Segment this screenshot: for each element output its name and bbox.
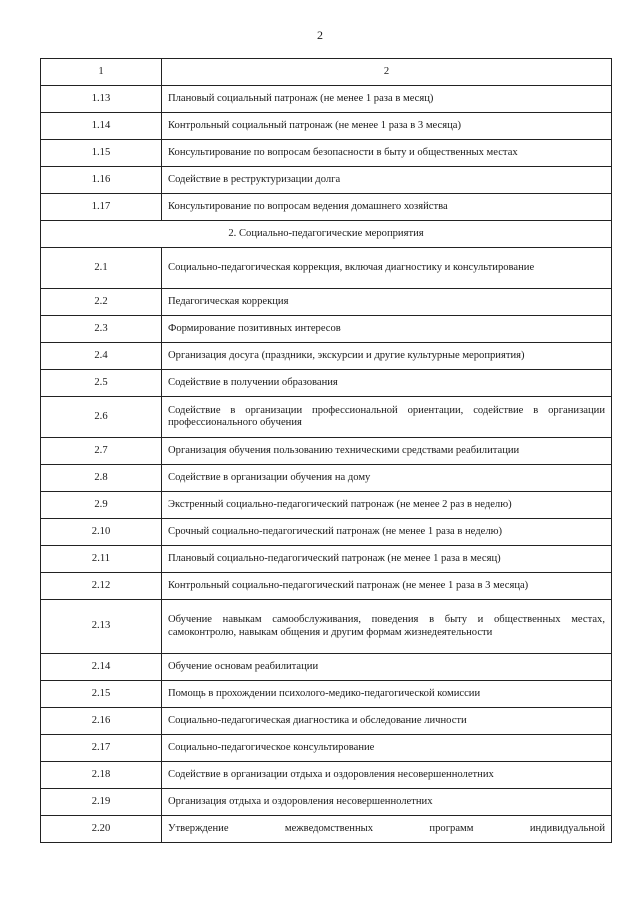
section-title: 2. Социально-педагогические мероприятия (41, 221, 612, 248)
row-text: Социально-педагогическая коррекция, включая диагностику и консультирование (162, 248, 612, 289)
row-number: 2.11 (41, 546, 162, 573)
row-text: Срочный социально-педагогический патронаж (не менее 1 раза в неделю) (162, 519, 612, 546)
row-number: 2.5 (41, 370, 162, 397)
table-row (41, 397, 612, 438)
row-text: Социально-педагогическое консультирование (162, 735, 612, 762)
row-text: Формирование позитивных интересов (162, 316, 612, 343)
row-text: Обучение навыкам самообслуживания, поведения в быту и общественных местах, самоконтролю, навыкам общения и другим формам жизнедеятельности (162, 600, 612, 654)
row-text: Консультирование по вопросам ведения домашнего хозяйства (162, 194, 612, 221)
row-number: 2.7 (41, 438, 162, 465)
row-text: Помощь в прохождении психолого-медико-педагогической комиссии (162, 681, 612, 708)
row-text: Социально-педагогическая диагностика и обследование личности (162, 708, 612, 735)
row-number: 1.13 (41, 86, 162, 113)
row-text: Содействие в реструктуризации долга (162, 167, 612, 194)
row-number: 2.15 (41, 681, 162, 708)
table-row (41, 113, 612, 140)
table-row (41, 370, 612, 397)
row-text: Экстренный социально-педагогический патронаж (не менее 2 раз в неделю) (162, 492, 612, 519)
row-number: 2.10 (41, 519, 162, 546)
table-header-row (41, 59, 612, 86)
row-text: Организация отдыха и оздоровления несовершеннолетних (162, 789, 612, 816)
row-number: 2.13 (41, 600, 162, 654)
row-number: 2.19 (41, 789, 162, 816)
row-text: Утверждение межведомственных программ индивидуальной (162, 816, 612, 843)
row-number: 2.1 (41, 248, 162, 289)
table-row (41, 248, 612, 289)
table-row (41, 289, 612, 316)
table-row (41, 600, 612, 654)
row-text: Обучение основам реабилитации (162, 654, 612, 681)
table-row (41, 194, 612, 221)
row-text: Плановый социальный патронаж (не менее 1 раза в месяц) (162, 86, 612, 113)
row-number: 1.14 (41, 113, 162, 140)
row-text: Плановый социально-педагогический патронаж (не менее 1 раза в месяц) (162, 546, 612, 573)
column-header-number: 1 (41, 59, 162, 86)
row-number: 2.8 (41, 465, 162, 492)
row-text: Содействие в организации отдыха и оздоровления несовершеннолетних (162, 762, 612, 789)
section-header-row (41, 221, 612, 248)
table-row (41, 86, 612, 113)
table-row (41, 343, 612, 370)
row-number: 1.17 (41, 194, 162, 221)
row-number: 2.9 (41, 492, 162, 519)
table-row (41, 654, 612, 681)
table-row (41, 438, 612, 465)
row-text: Организация обучения пользованию техническими средствами реабилитации (162, 438, 612, 465)
table-row (41, 681, 612, 708)
row-text: Содействие в организации профессиональной ориентации, содействие в организации профессионального обучения (162, 397, 612, 438)
row-number: 2.17 (41, 735, 162, 762)
row-text: Содействие в получении образования (162, 370, 612, 397)
row-number: 2.2 (41, 289, 162, 316)
row-text: Содействие в организации обучения на дому (162, 465, 612, 492)
table-row (41, 789, 612, 816)
row-number: 2.14 (41, 654, 162, 681)
page-number: 2 (317, 28, 323, 42)
table-row (41, 465, 612, 492)
table-row (41, 167, 612, 194)
row-number: 2.20 (41, 816, 162, 843)
row-number: 1.15 (41, 140, 162, 167)
table-row (41, 735, 612, 762)
row-number: 2.12 (41, 573, 162, 600)
row-text: Организация досуга (праздники, экскурсии и другие культурные мероприятия) (162, 343, 612, 370)
row-number: 1.16 (41, 167, 162, 194)
row-number: 2.18 (41, 762, 162, 789)
row-text: Педагогическая коррекция (162, 289, 612, 316)
row-number: 2.4 (41, 343, 162, 370)
table-row (41, 519, 612, 546)
table-row (41, 492, 612, 519)
table-row (41, 708, 612, 735)
services-table (40, 58, 612, 843)
row-number: 2.16 (41, 708, 162, 735)
row-text: Консультирование по вопросам безопасности в быту и общественных местах (162, 140, 612, 167)
table-row (41, 546, 612, 573)
table-row (41, 316, 612, 343)
column-header-description: 2 (162, 59, 612, 86)
row-text: Контрольный социальный патронаж (не менее 1 раза в 3 месяца) (162, 113, 612, 140)
row-text: Контрольный социально-педагогический патронаж (не менее 1 раза в 3 месяца) (162, 573, 612, 600)
table-row (41, 816, 612, 843)
row-number: 2.3 (41, 316, 162, 343)
table-row (41, 762, 612, 789)
row-number: 2.6 (41, 397, 162, 438)
table-row (41, 140, 612, 167)
table-row (41, 573, 612, 600)
